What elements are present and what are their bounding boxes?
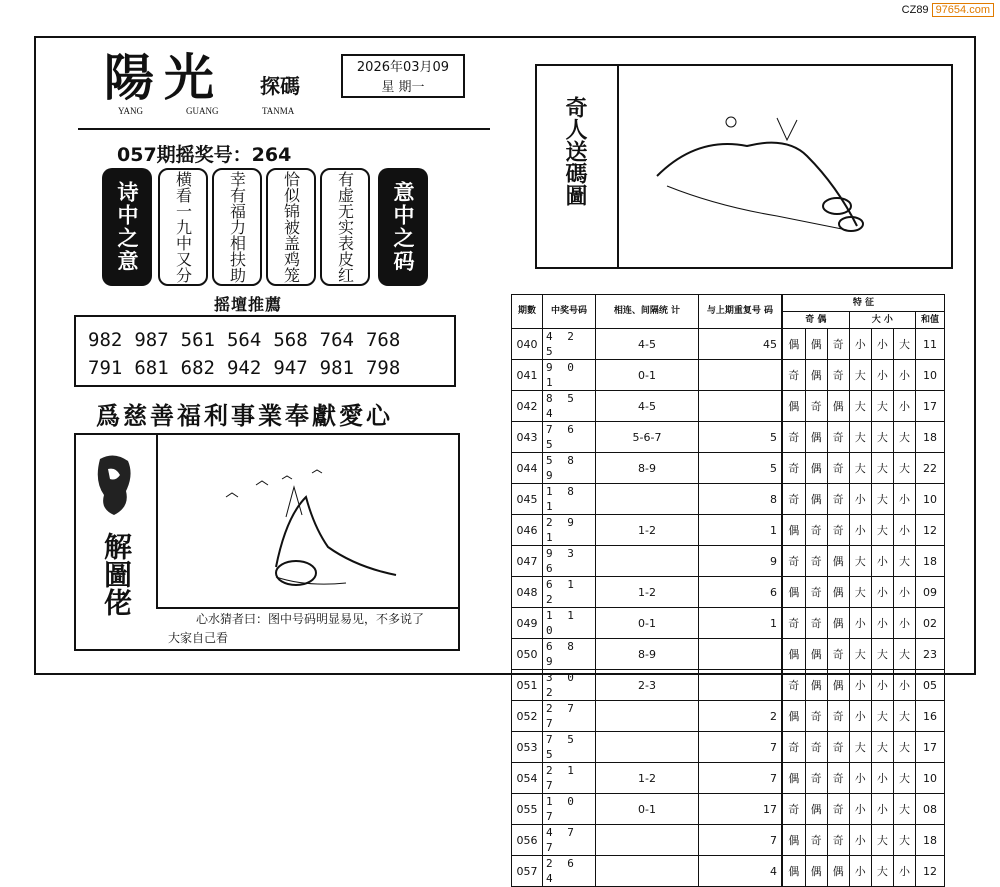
big-small-cell: 小 <box>849 701 871 732</box>
poem-line-4: 有虚无实表皮红 <box>320 168 370 286</box>
odd-even-cell: 奇 <box>805 763 827 794</box>
odd-even-cell: 偶 <box>805 670 827 701</box>
number-cell: 2 1 7 <box>543 763 596 794</box>
poem-left-label: 诗中之意 <box>102 168 152 286</box>
number-cell: 1 0 7 <box>543 794 596 825</box>
big-small-cell: 大 <box>893 546 915 577</box>
repeat-cell: 2 <box>699 701 783 732</box>
repeat-cell: 7 <box>699 732 783 763</box>
repeat-cell: 7 <box>699 825 783 856</box>
consecutive-cell: 2-3 <box>596 670 699 701</box>
odd-even-cell: 奇 <box>805 701 827 732</box>
consecutive-cell <box>596 856 699 887</box>
sum-cell: 08 <box>916 794 945 825</box>
big-small-cell: 小 <box>893 856 915 887</box>
number-cell: 3 0 2 <box>543 670 596 701</box>
sum-cell: 23 <box>916 639 945 670</box>
recommend-number: 798 <box>365 357 401 379</box>
col-repeat: 与上期重复号 码 <box>699 295 783 329</box>
odd-even-cell: 奇 <box>782 732 805 763</box>
odd-even-cell: 偶 <box>782 763 805 794</box>
consecutive-cell: 5-6-7 <box>596 422 699 453</box>
big-small-cell: 小 <box>871 360 893 391</box>
table-row <box>512 639 945 670</box>
sum-cell: 02 <box>916 608 945 639</box>
consecutive-cell: 0-1 <box>596 794 699 825</box>
big-small-cell: 大 <box>849 577 871 608</box>
sum-cell: 10 <box>916 360 945 391</box>
number-cell: 6 1 2 <box>543 577 596 608</box>
recommend-box <box>74 315 456 387</box>
odd-even-cell: 偶 <box>805 360 827 391</box>
big-small-cell: 小 <box>849 856 871 887</box>
sum-cell: 22 <box>916 453 945 484</box>
poem-line-2: 幸有福力相扶助 <box>212 168 262 286</box>
big-small-cell: 小 <box>871 670 893 701</box>
big-small-cell: 小 <box>849 515 871 546</box>
odd-even-cell: 偶 <box>827 391 849 422</box>
col-big-small: 大 小 <box>849 312 915 329</box>
pinyin-tanma: TANMA <box>262 106 295 116</box>
big-small-cell: 大 <box>871 856 893 887</box>
period-cell: 041 <box>512 360 543 391</box>
odd-even-cell: 偶 <box>782 701 805 732</box>
number-cell: 4 7 7 <box>543 825 596 856</box>
big-small-cell: 大 <box>849 391 871 422</box>
consecutive-cell: 1-2 <box>596 577 699 608</box>
col-sum: 和值 <box>916 312 945 329</box>
big-small-cell: 大 <box>893 639 915 670</box>
recommend-number: 987 <box>134 329 169 351</box>
note-line-1: 心水猜者曰：图中号码明显易见，不多说了 <box>196 612 425 626</box>
recommend-number: 791 <box>88 357 123 379</box>
big-small-cell: 大 <box>871 732 893 763</box>
number-cell: 9 0 1 <box>543 360 596 391</box>
riddle-caption: 解圖佬 <box>100 532 133 616</box>
logo-title: 陽光 <box>104 48 224 107</box>
sum-cell: 10 <box>916 763 945 794</box>
panel-divider <box>617 66 619 267</box>
big-small-cell: 大 <box>871 484 893 515</box>
table-header-row <box>512 295 945 312</box>
big-small-cell: 大 <box>871 422 893 453</box>
repeat-cell <box>699 391 783 422</box>
odd-even-cell: 奇 <box>827 794 849 825</box>
big-small-cell: 大 <box>849 360 871 391</box>
big-small-cell: 小 <box>893 670 915 701</box>
odd-even-cell: 奇 <box>827 763 849 794</box>
big-small-cell: 小 <box>849 484 871 515</box>
consecutive-cell: 4-5 <box>596 329 699 360</box>
recommend-number: 981 <box>319 357 354 379</box>
period-cell: 055 <box>512 794 543 825</box>
pinyin-yang: YANG <box>118 106 144 116</box>
odd-even-cell: 奇 <box>827 484 849 515</box>
odd-even-cell: 偶 <box>805 422 827 453</box>
table-row <box>512 360 945 391</box>
sum-cell: 05 <box>916 670 945 701</box>
big-small-cell: 大 <box>893 701 915 732</box>
big-small-cell: 大 <box>871 639 893 670</box>
sum-cell: 12 <box>916 515 945 546</box>
repeat-cell: 1 <box>699 608 783 639</box>
col-period: 期數 <box>512 295 543 329</box>
table-row <box>512 763 945 794</box>
big-small-cell: 小 <box>893 515 915 546</box>
sum-cell: 11 <box>916 329 945 360</box>
big-small-cell: 小 <box>871 329 893 360</box>
big-small-cell: 小 <box>893 577 915 608</box>
odd-even-cell: 偶 <box>782 825 805 856</box>
watermark-code: CZ89 <box>901 4 929 16</box>
charity-slogan: 爲慈善福利事業奉獻愛心 <box>96 401 393 430</box>
number-cell: 5 8 9 <box>543 453 596 484</box>
consecutive-cell <box>596 546 699 577</box>
col-features: 特 征 <box>782 295 945 312</box>
repeat-cell: 1 <box>699 515 783 546</box>
portrait-illustration <box>90 451 142 519</box>
panel-divider <box>156 607 460 609</box>
odd-even-cell: 偶 <box>782 639 805 670</box>
table-row <box>512 670 945 701</box>
big-small-cell: 大 <box>893 794 915 825</box>
repeat-cell <box>699 670 783 701</box>
sum-cell: 18 <box>916 546 945 577</box>
odd-even-cell: 偶 <box>805 794 827 825</box>
big-small-cell: 大 <box>849 732 871 763</box>
sum-cell: 09 <box>916 577 945 608</box>
odd-even-cell: 奇 <box>782 670 805 701</box>
period-cell: 044 <box>512 453 543 484</box>
table-row <box>512 577 945 608</box>
period-cell: 050 <box>512 639 543 670</box>
odd-even-cell: 奇 <box>805 577 827 608</box>
draw-result: 057期摇奖号：264 <box>117 144 292 166</box>
consecutive-cell: 1-2 <box>596 763 699 794</box>
odd-even-cell: 奇 <box>782 546 805 577</box>
odd-even-cell: 奇 <box>782 422 805 453</box>
number-cell: 2 6 4 <box>543 856 596 887</box>
odd-even-cell: 奇 <box>827 701 849 732</box>
big-small-cell: 小 <box>871 608 893 639</box>
period-cell: 042 <box>512 391 543 422</box>
repeat-cell: 5 <box>699 422 783 453</box>
period-cell: 057 <box>512 856 543 887</box>
odd-even-cell: 奇 <box>827 422 849 453</box>
big-small-cell: 小 <box>893 608 915 639</box>
big-small-cell: 小 <box>849 763 871 794</box>
odd-even-cell: 奇 <box>827 453 849 484</box>
big-small-cell: 小 <box>871 763 893 794</box>
big-small-cell: 大 <box>893 732 915 763</box>
odd-even-cell: 偶 <box>827 577 849 608</box>
odd-even-cell: 奇 <box>827 639 849 670</box>
big-small-cell: 大 <box>871 825 893 856</box>
repeat-cell <box>699 639 783 670</box>
riddle-note <box>168 610 458 648</box>
recommend-number: 681 <box>134 357 169 379</box>
consecutive-cell <box>596 701 699 732</box>
odd-even-cell: 偶 <box>782 577 805 608</box>
big-small-cell: 小 <box>849 329 871 360</box>
table-row <box>512 484 945 515</box>
sum-cell: 12 <box>916 856 945 887</box>
table-row <box>512 701 945 732</box>
repeat-cell: 5 <box>699 453 783 484</box>
col-consecutive: 相连、间隔统 计 <box>596 295 699 329</box>
period-cell: 053 <box>512 732 543 763</box>
col-number: 中奖号码 <box>543 295 596 329</box>
period-cell: 046 <box>512 515 543 546</box>
big-small-cell: 小 <box>849 825 871 856</box>
recommend-number: 768 <box>365 329 401 351</box>
odd-even-cell: 偶 <box>827 608 849 639</box>
repeat-cell: 4 <box>699 856 783 887</box>
odd-even-cell: 奇 <box>782 453 805 484</box>
odd-even-cell: 奇 <box>827 515 849 546</box>
odd-even-cell: 奇 <box>782 794 805 825</box>
odd-even-cell: 偶 <box>782 391 805 422</box>
number-cell: 7 5 5 <box>543 732 596 763</box>
poem-line-3: 恰似锦被盖鸡笼 <box>266 168 316 286</box>
odd-even-cell: 奇 <box>827 360 849 391</box>
table-row <box>512 794 945 825</box>
number-cell: 1 1 0 <box>543 608 596 639</box>
period-cell: 043 <box>512 422 543 453</box>
big-small-cell: 大 <box>849 546 871 577</box>
odd-even-cell: 奇 <box>805 391 827 422</box>
big-small-cell: 大 <box>893 329 915 360</box>
number-cell: 6 8 9 <box>543 639 596 670</box>
gift-image-panel <box>535 64 953 269</box>
table-row <box>512 453 945 484</box>
history-body <box>512 329 945 887</box>
period-cell: 049 <box>512 608 543 639</box>
period-cell: 054 <box>512 763 543 794</box>
sum-cell: 18 <box>916 825 945 856</box>
recommend-number: 947 <box>273 357 308 379</box>
odd-even-cell: 偶 <box>805 484 827 515</box>
odd-even-cell: 奇 <box>827 825 849 856</box>
logo-subtitle: 探碼 <box>260 74 300 98</box>
recommend-row-2 <box>88 357 412 379</box>
repeat-cell: 9 <box>699 546 783 577</box>
site-watermark[interactable] <box>902 4 994 16</box>
sum-cell: 18 <box>916 422 945 453</box>
odd-even-cell: 偶 <box>782 515 805 546</box>
odd-even-cell: 偶 <box>805 856 827 887</box>
consecutive-cell <box>596 825 699 856</box>
col-odd-even: 奇 偶 <box>782 312 849 329</box>
sum-cell: 10 <box>916 484 945 515</box>
big-small-cell: 小 <box>893 360 915 391</box>
recommend-number: 682 <box>180 357 215 379</box>
pinyin-guang: GUANG <box>186 106 219 116</box>
note-line-2: 大家自己看 <box>168 631 229 645</box>
period-cell: 045 <box>512 484 543 515</box>
odd-even-cell: 偶 <box>805 329 827 360</box>
odd-even-cell: 偶 <box>827 670 849 701</box>
consecutive-cell: 0-1 <box>596 608 699 639</box>
big-small-cell: 大 <box>871 391 893 422</box>
big-small-cell: 小 <box>849 794 871 825</box>
big-small-cell: 大 <box>871 701 893 732</box>
odd-even-cell: 奇 <box>805 732 827 763</box>
period-cell: 056 <box>512 825 543 856</box>
recommend-number: 942 <box>226 357 262 379</box>
big-small-cell: 小 <box>849 608 871 639</box>
number-cell: 2 9 1 <box>543 515 596 546</box>
odd-even-cell: 偶 <box>782 856 805 887</box>
big-small-cell: 小 <box>871 577 893 608</box>
period-cell: 052 <box>512 701 543 732</box>
table-row <box>512 856 945 887</box>
odd-even-cell: 奇 <box>782 608 805 639</box>
odd-even-cell: 偶 <box>827 546 849 577</box>
sum-cell: 16 <box>916 701 945 732</box>
consecutive-cell <box>596 484 699 515</box>
date-line: 2026年03月09 <box>356 60 450 75</box>
period-cell: 040 <box>512 329 543 360</box>
repeat-cell: 17 <box>699 794 783 825</box>
big-small-cell: 大 <box>893 453 915 484</box>
big-small-cell: 小 <box>893 484 915 515</box>
odd-even-cell: 奇 <box>782 484 805 515</box>
table-row <box>512 329 945 360</box>
number-cell: 8 5 4 <box>543 391 596 422</box>
odd-even-cell: 偶 <box>805 639 827 670</box>
date-box <box>341 54 465 98</box>
recommend-number: 764 <box>319 329 354 351</box>
big-small-cell: 大 <box>893 422 915 453</box>
recommend-number: 564 <box>226 329 262 351</box>
repeat-cell: 8 <box>699 484 783 515</box>
gift-caption: 奇人送碼圖 <box>562 96 588 206</box>
weekday-line: 星 期一 <box>381 80 425 95</box>
consecutive-cell <box>596 732 699 763</box>
consecutive-cell: 8-9 <box>596 639 699 670</box>
odd-even-cell: 奇 <box>805 608 827 639</box>
number-cell: 4 2 5 <box>543 329 596 360</box>
repeat-cell: 45 <box>699 329 783 360</box>
repeat-cell <box>699 360 783 391</box>
recommend-number: 982 <box>88 329 123 351</box>
sum-cell: 17 <box>916 732 945 763</box>
big-small-cell: 大 <box>849 639 871 670</box>
consecutive-cell: 0-1 <box>596 360 699 391</box>
odd-even-cell: 偶 <box>782 329 805 360</box>
poem-line-1: 横看一九中又分 <box>158 168 208 286</box>
recommend-title: 摇壇推薦 <box>214 295 283 314</box>
odd-even-cell: 偶 <box>827 856 849 887</box>
table-row <box>512 546 945 577</box>
recommend-number: 568 <box>273 329 308 351</box>
number-cell: 2 7 7 <box>543 701 596 732</box>
poem-right-label: 意中之码 <box>378 168 428 286</box>
big-small-cell: 小 <box>849 670 871 701</box>
table-row <box>512 608 945 639</box>
odd-even-cell: 偶 <box>805 453 827 484</box>
table-row <box>512 422 945 453</box>
big-small-cell: 小 <box>871 794 893 825</box>
big-small-cell: 大 <box>871 515 893 546</box>
repeat-cell: 7 <box>699 763 783 794</box>
header-divider <box>78 128 490 130</box>
recommend-row-1 <box>88 329 412 351</box>
number-cell: 9 3 6 <box>543 546 596 577</box>
gift-illustration <box>637 106 887 236</box>
period-cell: 048 <box>512 577 543 608</box>
big-small-cell: 小 <box>893 391 915 422</box>
odd-even-cell: 奇 <box>805 546 827 577</box>
number-cell: 7 6 5 <box>543 422 596 453</box>
sum-cell: 17 <box>916 391 945 422</box>
table-row <box>512 732 945 763</box>
odd-even-cell: 奇 <box>805 515 827 546</box>
odd-even-cell: 奇 <box>827 732 849 763</box>
bird-rabbit-illustration <box>216 457 426 597</box>
big-small-cell: 大 <box>893 825 915 856</box>
table-row <box>512 391 945 422</box>
big-small-cell: 大 <box>893 763 915 794</box>
big-small-cell: 大 <box>871 453 893 484</box>
repeat-cell: 6 <box>699 577 783 608</box>
odd-even-cell: 奇 <box>805 825 827 856</box>
odd-even-cell: 奇 <box>827 329 849 360</box>
consecutive-cell: 1-2 <box>596 515 699 546</box>
watermark-site[interactable]: 97654.com <box>932 3 994 17</box>
consecutive-cell: 8-9 <box>596 453 699 484</box>
odd-even-cell: 奇 <box>782 360 805 391</box>
table-row <box>512 515 945 546</box>
panel-divider <box>156 435 158 607</box>
period-cell: 051 <box>512 670 543 701</box>
table-row <box>512 825 945 856</box>
consecutive-cell: 4-5 <box>596 391 699 422</box>
big-small-cell: 大 <box>849 422 871 453</box>
history-table <box>511 294 945 887</box>
period-cell: 047 <box>512 546 543 577</box>
number-cell: 1 8 1 <box>543 484 596 515</box>
big-small-cell: 大 <box>849 453 871 484</box>
big-small-cell: 小 <box>871 546 893 577</box>
recommend-number: 561 <box>180 329 215 351</box>
